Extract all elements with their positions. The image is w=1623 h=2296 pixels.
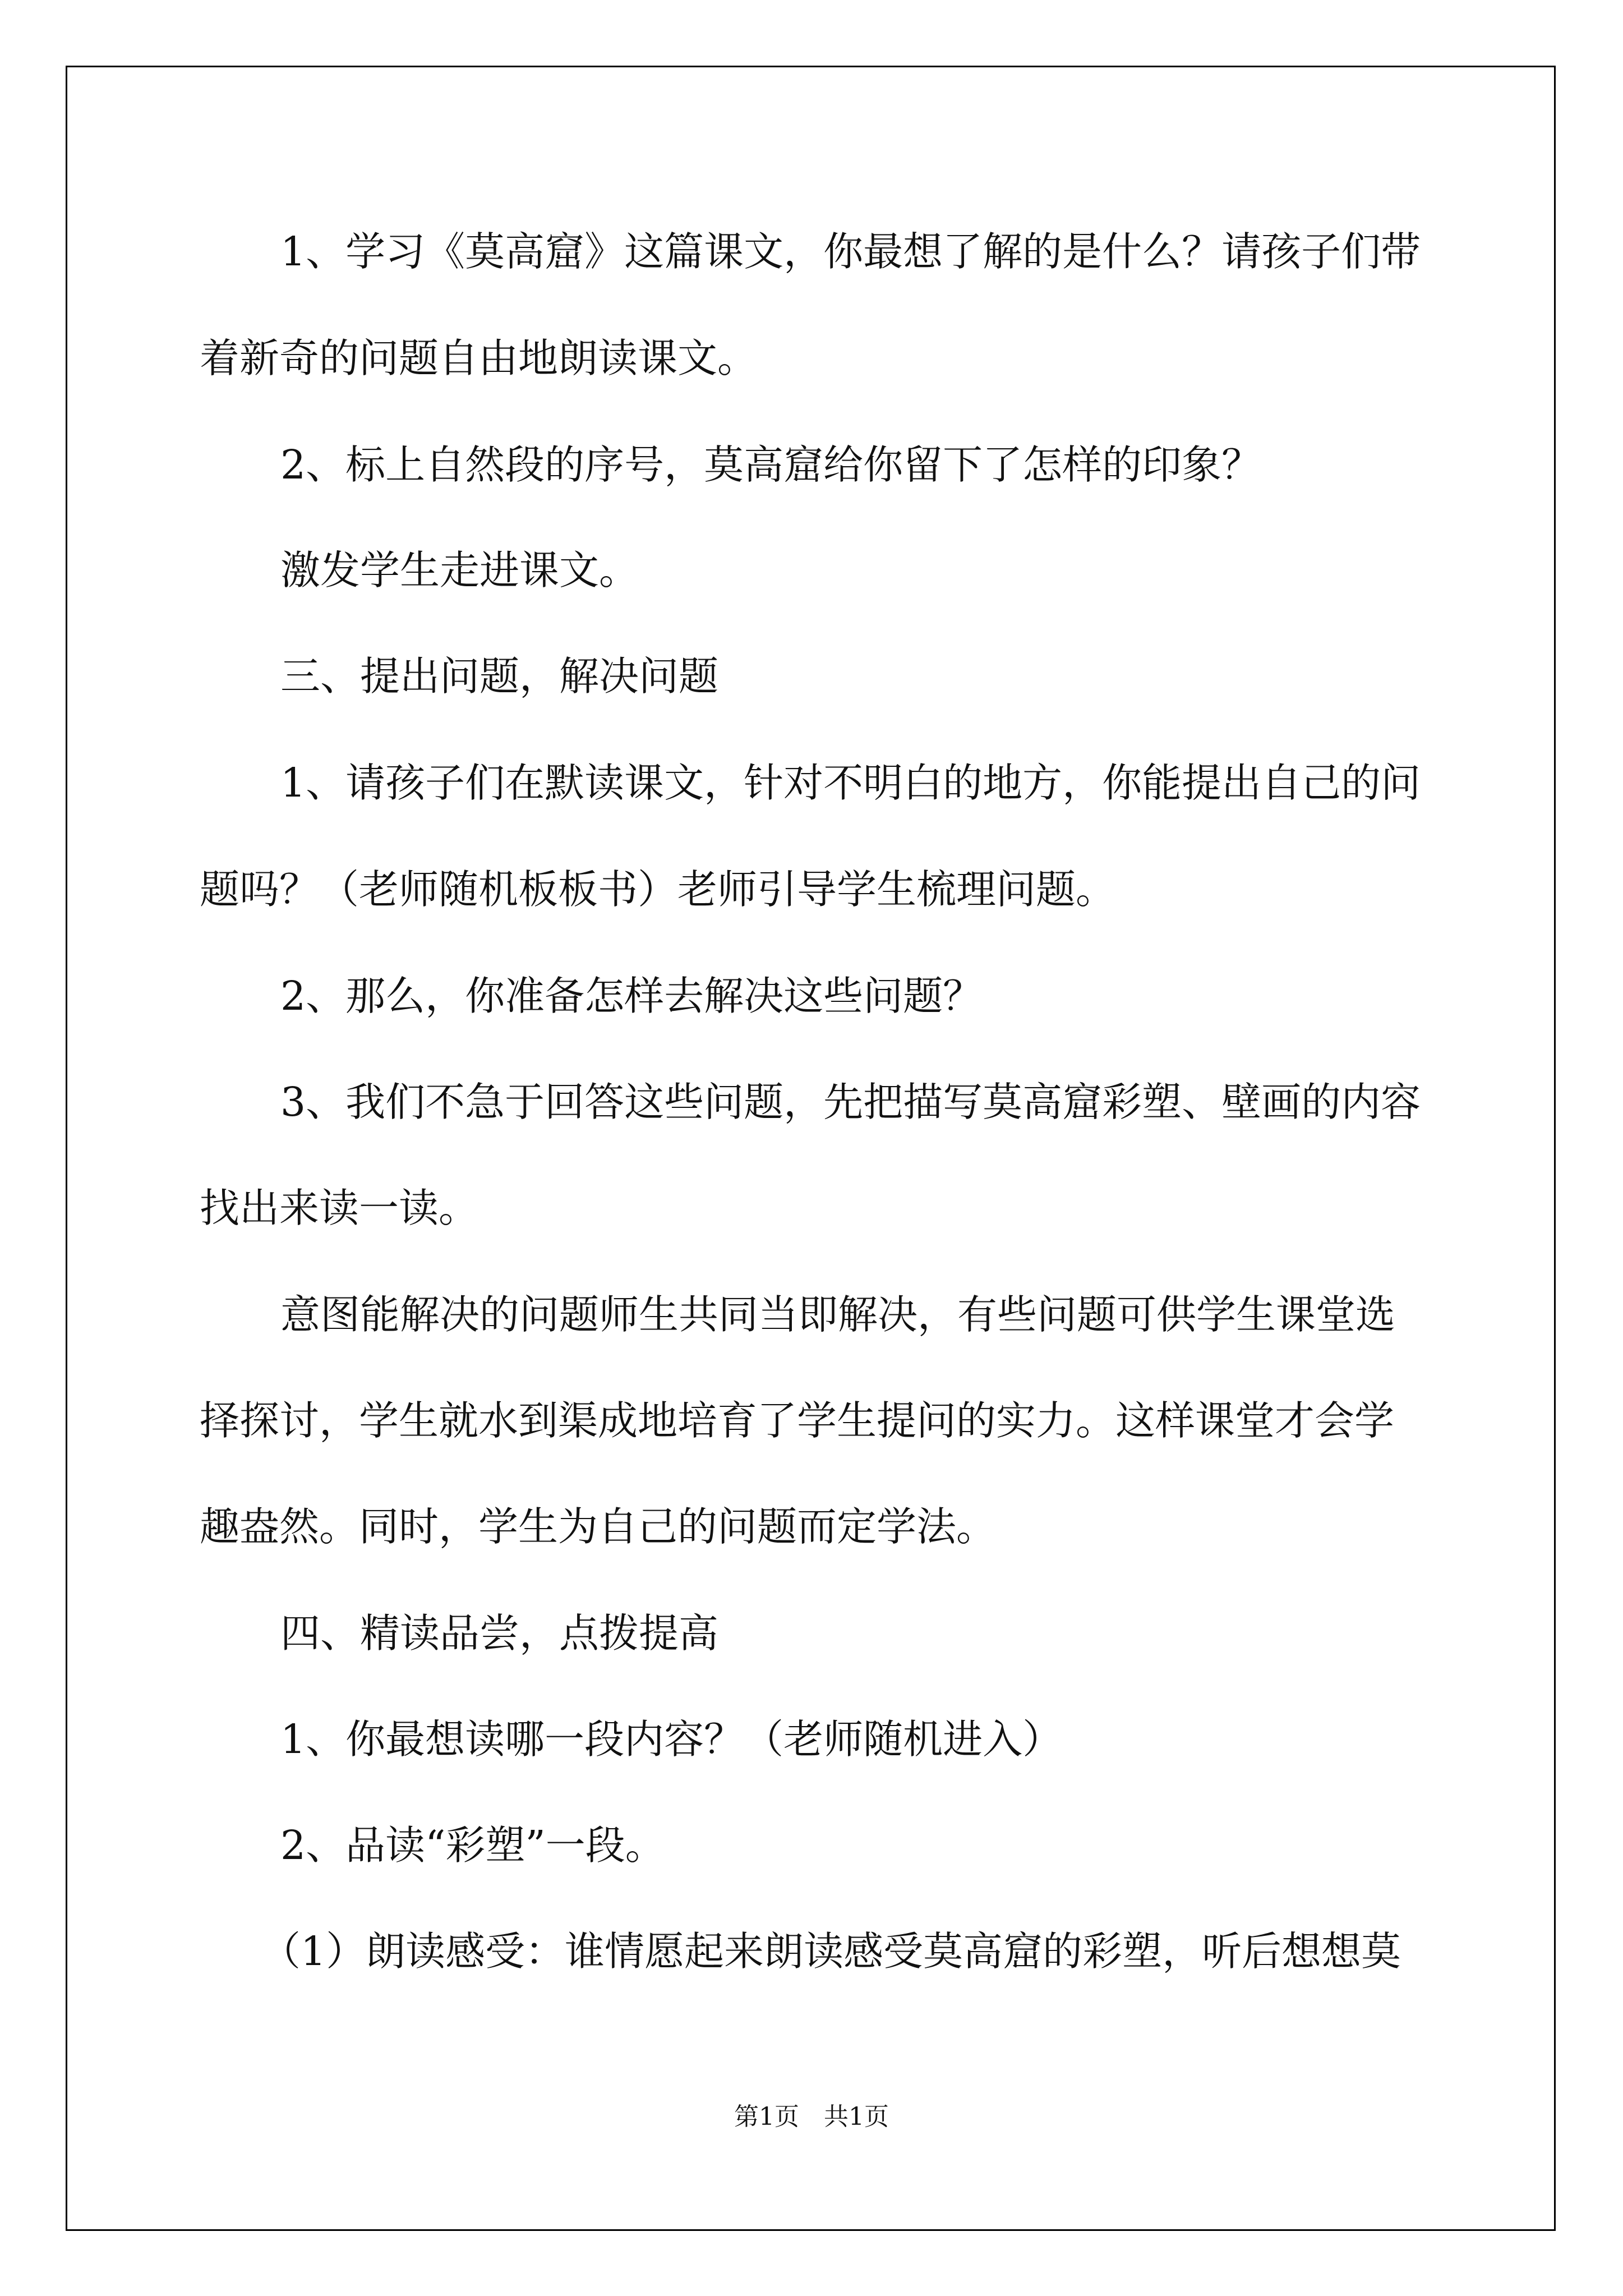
page-number: 第1页 <box>734 2102 799 2131</box>
paragraph-line: 激发学生走进课文。 <box>280 547 639 593</box>
paragraph-line: （1）朗读感受：谁情愿起来朗读感受莫高窟的彩塑，听后想想莫 <box>261 1928 1401 1975</box>
paragraph-line: 1、请孩子们在默读课文，针对不明白的地方，你能提出自己的问 <box>280 760 1421 806</box>
page-border <box>66 66 1556 2231</box>
paragraph-line: 择探讨，学生就水到渠成地培育了学生提问的实力。这样课堂才会学 <box>200 1397 1395 1444</box>
paragraph-line: 1、你最想读哪一段内容？（老师随机进入） <box>280 1716 1063 1763</box>
page-total: 共1页 <box>824 2102 889 2131</box>
section-heading: 三、提出问题，解决问题 <box>280 653 719 700</box>
paragraph-line: 3、我们不急于回答这些问题，先把描写莫高窟彩塑、壁画的内容 <box>280 1079 1421 1125</box>
paragraph-line: 2、那么，你准备怎样去解决这些问题？ <box>280 973 983 1019</box>
paragraph-line: 趣盎然。同时，学生为自己的问题而定学法。 <box>200 1503 997 1550</box>
paragraph-line: 找出来读一读。 <box>200 1185 479 1231</box>
paragraph-line: 着新奇的问题自由地朗读课文。 <box>200 335 758 381</box>
paragraph-line: 1、学习《莫高窟》这篇课文，你最想了解的是什么？请孩子们带 <box>280 228 1421 275</box>
paragraph-line: 2、品读“彩塑”一段。 <box>280 1822 665 1869</box>
paragraph-line: 题吗？（老师随机板板书）老师引导学生梳理问题。 <box>200 866 1116 913</box>
paragraph-line: 2、标上自然段的序号，莫高窟给你留下了怎样的印象？ <box>280 441 1262 488</box>
paragraph-line: 意图能解决的问题师生共同当即解决，有些问题可供学生课堂选 <box>280 1291 1396 1338</box>
section-heading: 四、精读品尝，点拨提高 <box>280 1610 719 1657</box>
page-footer <box>0 2096 1623 2132</box>
